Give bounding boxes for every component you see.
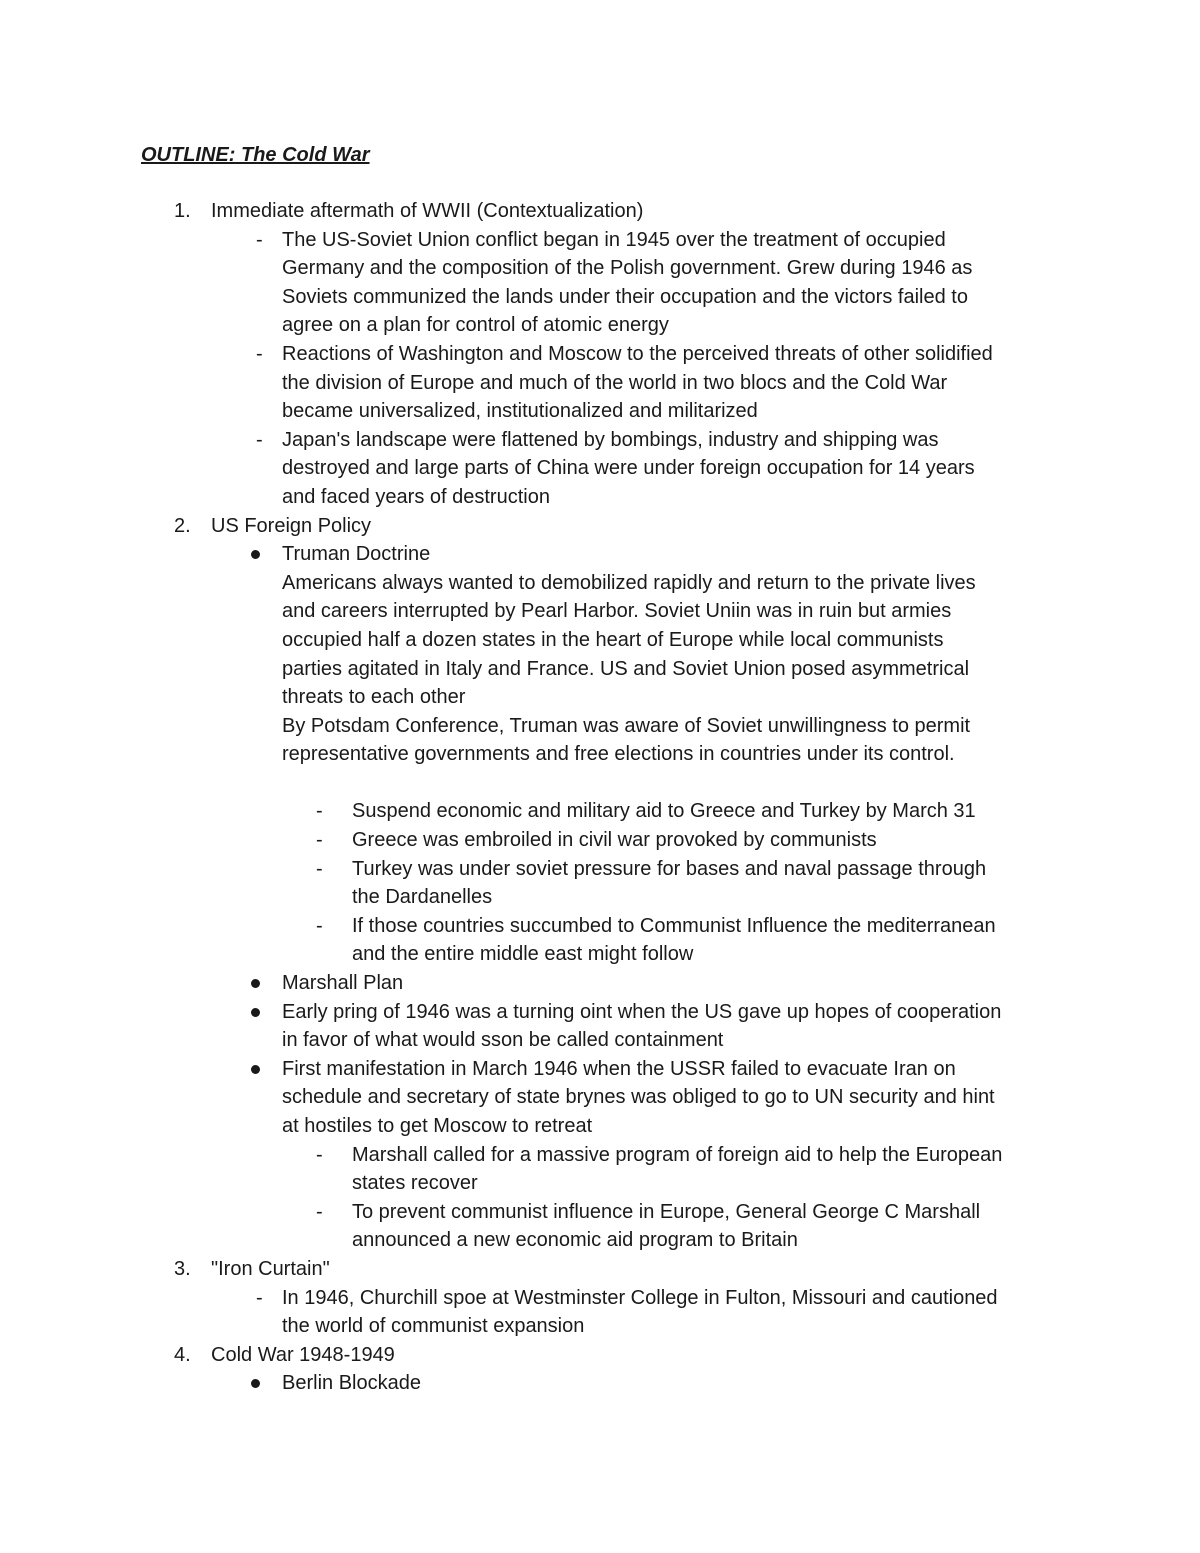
item-line xyxy=(0,483,1200,512)
item-text: Americans always wanted to demobilized rapidly and return to the private lives xyxy=(282,571,976,594)
sub-dash-item xyxy=(0,1198,1200,1255)
bullet-item xyxy=(0,540,1200,969)
item-text: schedule and secretary of state brynes was obliged to go to UN security and hint xyxy=(282,1086,995,1109)
item-text: In 1946, Churchill spoe at Westminster College in Fulton, Missouri and cautioned xyxy=(282,1286,998,1309)
item-line xyxy=(0,454,1200,483)
item-text: the division of Europe and much of the world in two blocs and the Cold War xyxy=(282,371,948,394)
item-text: Turkey was under soviet pressure for bases and naval passage through xyxy=(352,857,987,880)
item-text: Germany and the composition of the Polish government. Grew during 1946 as xyxy=(282,257,973,280)
item-text: at hostiles to get Moscow to retreat xyxy=(282,1115,593,1137)
outline-section xyxy=(0,512,1200,1255)
sub-dash-item xyxy=(0,1141,1200,1198)
outline-body xyxy=(0,197,1200,1398)
item-line xyxy=(0,1112,1200,1141)
sub-dash-item xyxy=(0,797,1200,826)
item-text: Suspend economic and military aid to Greece and Turkey by March 31 xyxy=(352,800,976,823)
item-text: and faced years of destruction xyxy=(282,485,550,508)
section-heading: US Foreign Policy xyxy=(211,514,372,537)
item-text: If those countries succumbed to Communist Influence the mediterranean xyxy=(352,914,996,937)
section-heading: "Iron Curtain" xyxy=(211,1257,330,1280)
item-line xyxy=(0,1312,1200,1341)
item-line xyxy=(0,883,1200,912)
item-text: occupied half a dozen states in the heart of Europe while local communists xyxy=(282,628,944,651)
item-text: By Potsdam Conference, Truman was aware of Soviet unwillingness to permit xyxy=(282,714,971,737)
section-heading-line xyxy=(0,512,1200,541)
item-line xyxy=(0,1141,1200,1170)
item-line xyxy=(0,683,1200,712)
section-heading: Cold War 1948-1949 xyxy=(211,1343,395,1366)
item-text: states recover xyxy=(352,1172,478,1195)
item-line xyxy=(0,1169,1200,1198)
item-text: announced a new economic aid program to Britain xyxy=(352,1229,798,1252)
item-text: destroyed and large parts of China were under foreign occupation for 14 years xyxy=(282,457,975,480)
item-line xyxy=(0,426,1200,455)
dash-marker: - xyxy=(256,342,263,365)
dash-item xyxy=(0,426,1200,512)
item-text: the Dardanelles xyxy=(352,886,493,909)
section-number: 3. xyxy=(174,1257,191,1280)
item-text: Marshall Plan xyxy=(282,972,404,995)
bullet-dot-icon xyxy=(251,979,260,988)
item-text: the world of communist expansion xyxy=(282,1315,585,1338)
bullet-item xyxy=(0,998,1200,1055)
item-line xyxy=(0,740,1200,769)
item-line xyxy=(0,940,1200,969)
sub-dash-item xyxy=(0,912,1200,969)
section-number: 1. xyxy=(174,200,191,222)
section-heading-line xyxy=(0,197,1200,226)
dash-item xyxy=(0,226,1200,340)
item-line xyxy=(0,283,1200,312)
item-line xyxy=(0,311,1200,340)
page-title: OUTLINE: The Cold War xyxy=(141,144,370,166)
bullet-item xyxy=(0,969,1200,998)
bullet-dot-icon xyxy=(251,1065,260,1074)
item-line xyxy=(0,655,1200,684)
item-line xyxy=(0,912,1200,941)
item-text: Soviets communized the lands under their occupation and the victors failed to xyxy=(282,285,968,308)
dash-marker: - xyxy=(316,1143,323,1166)
dash-marker: - xyxy=(316,829,323,852)
bullet-dot-icon xyxy=(251,1379,260,1388)
item-line xyxy=(0,1226,1200,1255)
outline-section xyxy=(0,1341,1200,1398)
item-line xyxy=(0,226,1200,255)
section-number: 2. xyxy=(174,514,191,537)
item-line xyxy=(0,1083,1200,1112)
item-text: and careers interrupted by Pearl Harbor. Soviet Uniin was in ruin but armies xyxy=(282,600,952,623)
item-text: and the entire middle east might follow xyxy=(352,943,694,966)
dash-marker: - xyxy=(256,1286,263,1309)
item-line xyxy=(0,1284,1200,1313)
bullet-item xyxy=(0,1369,1200,1398)
bullet-dot-icon xyxy=(251,550,260,559)
blank-line xyxy=(0,769,1200,798)
item-text: Early pring of 1946 was a turning oint when the US gave up hopes of cooperation xyxy=(282,1000,1002,1023)
item-line xyxy=(0,1026,1200,1055)
item-text: agree on a plan for control of atomic energy xyxy=(282,314,669,337)
dash-marker: - xyxy=(316,914,323,937)
outline-section xyxy=(0,197,1200,512)
item-text: To prevent communist influence in Europe, General George C Marshall xyxy=(352,1200,981,1223)
item-line xyxy=(0,969,1200,998)
item-line xyxy=(0,998,1200,1027)
item-line xyxy=(0,597,1200,626)
item-text: in favor of what would sson be called containment xyxy=(282,1029,724,1052)
item-text: became universalized, institutionalized and militarized xyxy=(282,400,758,423)
sub-dash-item xyxy=(0,855,1200,912)
dash-marker: - xyxy=(316,1200,323,1223)
item-text: representative governments and free elections in countries under its control. xyxy=(282,743,955,766)
item-text: Japan's landscape were flattened by bombings, industry and shipping was xyxy=(282,428,939,451)
dash-item xyxy=(0,340,1200,426)
outline-section xyxy=(0,1255,1200,1341)
item-line xyxy=(0,1055,1200,1084)
item-line xyxy=(0,369,1200,398)
item-line xyxy=(0,540,1200,569)
item-text: Greece was embroiled in civil war provoked by communists xyxy=(352,829,877,852)
item-text: The US-Soviet Union conflict began in 1945 over the treatment of occupied xyxy=(282,228,946,251)
item-text: First manifestation in March 1946 when the USSR failed to evacuate Iran on xyxy=(282,1057,956,1080)
item-line xyxy=(0,1369,1200,1398)
sub-dash-item xyxy=(0,826,1200,855)
item-line xyxy=(0,826,1200,855)
section-heading-line xyxy=(0,1341,1200,1370)
section-number: 4. xyxy=(174,1343,191,1366)
item-text: threats to each other xyxy=(282,686,466,709)
item-line xyxy=(0,855,1200,884)
bullet-dot-icon xyxy=(251,1008,260,1017)
section-heading-line xyxy=(0,1255,1200,1284)
dash-marker: - xyxy=(256,428,263,451)
item-line xyxy=(0,712,1200,741)
item-text: Marshall called for a massive program of foreign aid to help the European xyxy=(352,1143,1003,1166)
dash-marker: - xyxy=(316,857,323,880)
item-line xyxy=(0,397,1200,426)
item-text: Truman Doctrine xyxy=(282,543,431,566)
item-line xyxy=(0,1198,1200,1227)
item-text: Berlin Blockade xyxy=(282,1372,421,1395)
item-line xyxy=(0,626,1200,655)
item-line xyxy=(0,340,1200,369)
item-line xyxy=(0,569,1200,598)
dash-marker: - xyxy=(256,228,263,251)
bullet-item xyxy=(0,1055,1200,1255)
item-text: Reactions of Washington and Moscow to the perceived threats of other solidified xyxy=(282,342,993,365)
section-heading: Immediate aftermath of WWII (Contextualization) xyxy=(211,200,644,222)
dash-marker: - xyxy=(316,800,323,823)
dash-item xyxy=(0,1284,1200,1341)
item-line xyxy=(0,797,1200,826)
item-text: parties agitated in Italy and France. US and Soviet Union posed asymmetrical xyxy=(282,657,970,680)
item-line xyxy=(0,254,1200,283)
